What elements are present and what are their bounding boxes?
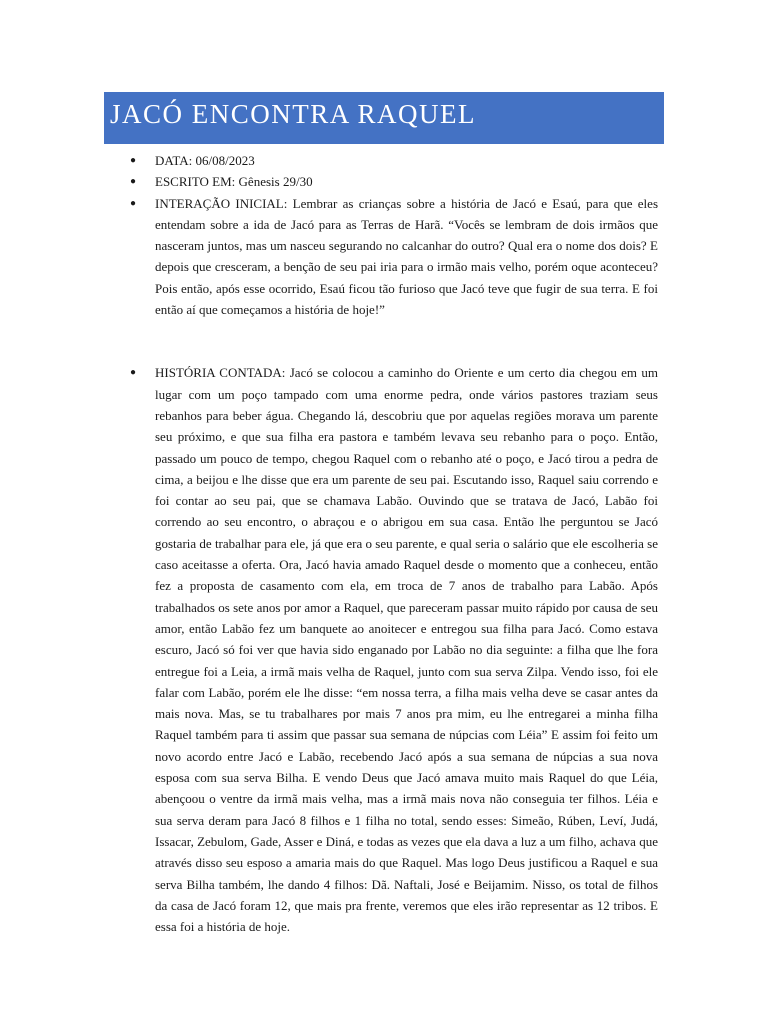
intro-text: INTERAÇÃO INICIAL: Lembrar as crianças sobre a história de Jacó e Esaú, para que eles entendam sobre a ida de Jacó para as Terras de Harã. “Vocês se lembram de dois irmãos que nasceram juntos, mas um nasceu segurando no calcanhar do outro? Qual era o nome dos dois? E depois que cresceram, a benção de seu pai iria para o irmão mais velho, porém oque aconteceu? Pois então, após esse ocorrido, Esaú ficou tão furioso que Jacó teve que fugir de sua terra. E foi então aí que começamos a história de hoje!”	[155, 195, 658, 318]
bullet-icon: ●	[130, 367, 137, 379]
bullet-icon: ●	[130, 197, 137, 209]
title-banner	[104, 92, 664, 144]
list-item-date	[0, 150, 768, 171]
list-item-intro	[0, 193, 768, 321]
bullet-icon: ●	[130, 155, 137, 166]
date-text: DATA: 06/08/2023	[155, 153, 255, 168]
bullet-icon: ●	[130, 176, 137, 188]
list-item-story	[0, 362, 768, 937]
lesson-list	[0, 150, 768, 937]
story-text: HISTÓRIA CONTADA: Jacó se colocou a caminho do Oriente e um certo dia chegou em um lugar com um poço tampado com uma enorme pedra, onde vários pastores traziam seus rebanhos para beber água. Chegando lá, descobriu que por aquelas regiões morava um parente seu próximo, e que sua filha era pastora e também levava seu rebanho para o poço. Então, passado um pouco de tempo, chegou Raquel com o rebanho até o poço, e Jacó tirou a pedra de cima, a beijou e lhe disse que era um parente de seu pai. Escutando isso, Raquel saiu correndo e foi contar ao seu pai, que se chamava Labão. Ouvindo que se tratava de Jacó, Labão foi correndo ao seu encontro, o abraçou e o abrigou em sua casa. Então lhe perguntou se Jacó gostaria de trabalhar para ele, já que era o seu parente, e qual seria o salário que ele escolheria se caso aceitasse a oferta. Ora, Jacó havia amado Raquel desde o momento que a conheceu, então fez a proposta de casamento com ela, em troca de 7 anos de trabalho para Labão. Após trabalhados os sete anos por amor a Raquel, que pareceram passar muito rápido por causa de seu amor, então Labão fez um banquete ao anoitecer e entregou sua filha para Jacó. Como estava escuro, Jacó só foi ver que havia sido enganado por Labão no dia seguinte: a filha que lhe fora entregue foi a Leia, a irmã mais velha de Raquel, junto com sua serva Zilpa. Vendo isso, foi ele falar com Labão, porém ele lhe disse: “em nossa terra, a filha mais velha deve se casar antes da mais nova. Mas, se tu trabalhares por mais 7 anos pra mim, eu lhe entregarei a minha filha Raquel também para ti assim que passar sua semana de núpcias com Léia” E assim foi feito um novo acordo entre Jacó e Labão, recebendo Jacó após a sua semana de núpcias a sua nova esposa com sua serva Bilha. E vendo Deus que Jacó amava muito mais Raquel do que Léia, abençoou o ventre da irmã mais velha, mas a irmã mais nova não conseguia ter filhos. Léia e sua serva deram para Jacó 8 filhos e 1 filha no total, sendo esses: Simeão, Rúben, Leví, Judá, Issacar, Zebulom, Gade, Asser e Diná, e todas as vezes que ela dava a luz a um filho, achava que através disso seu esposo a amaria mais do que Raquel. Mas logo Deus justificou a Raquel e sua serva Bilha também, lhe dando 4 filhos: Dã. Naftali, José e Beijamim. Nisso, os total de filhos da casa de Jacó foram 12, que mais pra frente, veremos que eles irão representar as 12 tribos. E essa foi a história de hoje.	[155, 365, 658, 935]
page-title: JACÓ ENCONTRA RAQUEL	[110, 99, 477, 129]
written-text: ESCRITO EM: Gênesis 29/30	[155, 174, 313, 190]
list-item-written	[0, 171, 768, 192]
